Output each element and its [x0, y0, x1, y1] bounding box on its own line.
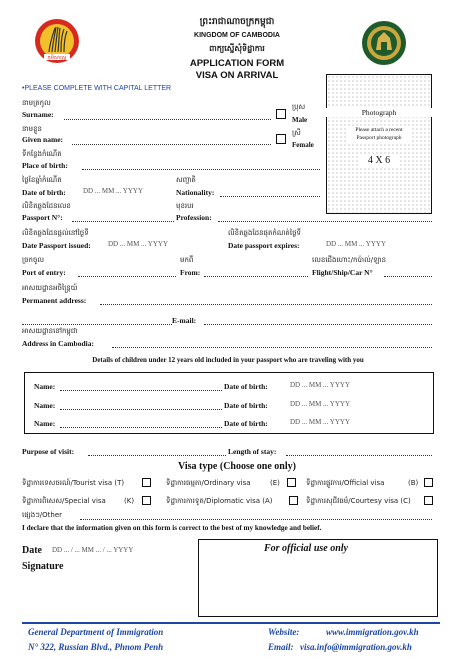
length-label: Length of stay: — [228, 447, 277, 456]
addr-khmer: អាសយដ្ឋាននៅកម្ពុជា — [22, 327, 78, 335]
entry-label: Port of entry: — [22, 268, 66, 277]
child-name-label: Name: — [34, 382, 56, 391]
footer-email-label: Email: — [268, 642, 294, 652]
nat-khmer: សញ្ជាតិ — [176, 176, 196, 184]
addr-field[interactable] — [112, 347, 432, 348]
visa-title: Visa type (Choose one only) — [178, 461, 296, 472]
from-khmer: មកពី — [180, 256, 194, 264]
given-field[interactable] — [72, 144, 271, 145]
date-label: Date — [22, 545, 42, 556]
visa-official-code: (B) — [408, 479, 419, 487]
perm-khmer: អាសយដ្ឋានអចិន្ត្រៃយ៍ — [22, 284, 78, 292]
entry-field[interactable] — [78, 276, 176, 277]
male-khmer: ប្រុស — [292, 103, 306, 111]
expires-field[interactable]: DD ... MM ... YYYY — [326, 240, 387, 248]
footer-rule — [22, 622, 440, 624]
prof-khmer: មុខរបរ — [176, 202, 194, 210]
passport-field[interactable] — [72, 221, 174, 222]
given-khmer: នាមខ្លួន — [22, 125, 42, 133]
form-khmer: ពាក្យស្នើសុំទិដ្ឋាការ — [209, 44, 265, 53]
child2-dob-field[interactable]: DD ... MM ... YYYY — [290, 400, 351, 408]
child-name-label: Name: — [34, 419, 56, 428]
signature-area[interactable] — [22, 576, 182, 612]
footer-web-label: Website: — [268, 627, 300, 637]
female-khmer: ស្រី — [292, 129, 301, 137]
visa-special-label: ទិដ្ឋាការពិសេស/Special visa — [22, 497, 106, 505]
photo-title: Photograph — [326, 108, 432, 117]
child-dob-label: Date of birth: — [224, 419, 268, 428]
visa-ordinary-label: ទិដ្ឋាការធម្មតា/Ordinary visa — [166, 479, 251, 487]
footer-web[interactable]: www.immigration.gov.kh — [326, 627, 419, 637]
child2-name-field[interactable] — [60, 409, 222, 410]
male-checkbox[interactable] — [276, 109, 286, 119]
child3-name-field[interactable] — [60, 427, 222, 428]
footer-email[interactable]: visa.info@immigration.gov.kh — [300, 642, 412, 652]
dob-label: Date of birth: — [22, 188, 66, 197]
visa-official-label: ទិដ្ឋាការផ្លូវការ/Official visa — [306, 479, 385, 487]
purpose-label: Purpose of visit: — [22, 447, 75, 456]
form-subtitle: VISA ON ARRIVAL — [195, 70, 279, 81]
perm-label: Permanent address: — [22, 296, 87, 305]
visa-official-checkbox[interactable] — [424, 478, 433, 487]
issued-khmer: លិខិតឆ្លងដែនផ្តល់នៅថ្ងៃទី — [22, 229, 89, 237]
visa-ordinary-checkbox[interactable] — [287, 478, 296, 487]
dob-field[interactable]: DD ... MM ... YYYY — [83, 187, 144, 195]
visa-diplomatic-checkbox[interactable] — [289, 496, 298, 505]
visa-courtesy-checkbox[interactable] — [424, 496, 433, 505]
official-title: For official use only — [264, 543, 348, 554]
visa-other-label: ផ្សេងៗ/Other — [22, 511, 63, 519]
female-label: Female — [292, 141, 314, 149]
issued-label: Date Passport issued: — [22, 241, 91, 250]
male-label: Male — [292, 116, 308, 124]
perm-field-line2[interactable] — [22, 324, 172, 325]
expires-khmer: លិខិតឆ្លងដែនផុតកំណត់ថ្ងៃទី — [228, 229, 301, 237]
entry-khmer: ច្រកចូល — [22, 256, 45, 264]
capital-notice: •PLEASE COMPLETE WITH CAPITAL LETTER — [22, 85, 172, 92]
from-label: From: — [180, 268, 201, 277]
addr-label: Address in Cambodia: — [22, 339, 94, 348]
signature-label: Signature — [22, 561, 64, 572]
children-title: Details of children under 12 years old included in your passport who are traveling with you — [92, 356, 364, 364]
email-field[interactable] — [204, 324, 432, 325]
visa-other-field[interactable] — [80, 519, 432, 520]
visa-courtesy-label: ទិដ្ឋាការសុជីវធម៌/Courtesy visa (C) — [306, 497, 411, 505]
surname-field[interactable] — [64, 119, 271, 120]
kingdom-title: KINGDOM OF CAMBODIA — [194, 32, 280, 39]
passport-label: Passport N°: — [22, 213, 63, 222]
photo-box[interactable] — [326, 74, 432, 214]
photo-size: 4 X 6 — [360, 155, 398, 166]
from-field[interactable] — [204, 276, 308, 277]
visa-tourist-label: ទិដ្ឋាការទេសចរណ៍/Tourist visa (T) — [22, 479, 125, 487]
photo-note: Please attach a recent Passport photograph — [348, 126, 410, 142]
pob-label: Place of birth: — [22, 161, 68, 170]
expires-label: Date passport expires: — [228, 241, 300, 250]
purpose-field[interactable] — [88, 455, 226, 456]
passport-khmer: លិខិតឆ្លងដែនលេខ — [22, 202, 71, 210]
child3-dob-field[interactable]: DD ... MM ... YYYY — [290, 418, 351, 426]
female-checkbox[interactable] — [276, 134, 286, 144]
pob-khmer: ទីកន្លែងកំណើត — [22, 150, 62, 158]
nat-field[interactable] — [220, 196, 320, 197]
prof-label: Profession: — [176, 213, 212, 222]
flight-label: Flight/Ship/Car N° — [312, 268, 373, 277]
perm-field[interactable] — [100, 304, 432, 305]
footer-address: N° 322, Russian Blvd., Phnom Penh — [28, 642, 164, 652]
child1-dob-field[interactable]: DD ... MM ... YYYY — [290, 381, 351, 389]
issued-field[interactable]: DD ... MM ... YYYY — [108, 240, 169, 248]
flight-field[interactable] — [384, 276, 432, 277]
kingdom-khmer: ព្រះរាជាណាចក្រកម្ពុជា — [199, 17, 275, 27]
visa-diplomatic-label: ទិដ្ឋាការការទូត/Diplomatic visa (A) — [166, 497, 273, 505]
sign-date-field[interactable]: DD ... / ... MM ... / ... YYYY — [52, 546, 134, 554]
visa-ordinary-code: (E) — [270, 479, 280, 487]
emblem-label: ភូមិសាស្ត្រ — [47, 55, 67, 61]
visa-special-checkbox[interactable] — [142, 496, 151, 505]
given-label: Given name: — [22, 135, 64, 144]
email-label: E-mail: — [172, 316, 197, 325]
child-dob-label: Date of birth: — [224, 401, 268, 410]
dob-khmer: ថ្ងៃខែឆ្នាំកំណើត — [22, 176, 62, 184]
surname-khmer: នាមត្រកូល — [22, 99, 51, 107]
footer-dept: General Department of Immigration — [28, 627, 164, 637]
pob-field[interactable] — [82, 169, 320, 170]
visa-special-code: (K) — [124, 497, 135, 505]
flight-khmer: លេខជើងហោះ/កប៉ាល់/ឡាន — [312, 256, 387, 264]
form-title: APPLICATION FORM — [189, 58, 285, 69]
child1-name-field[interactable] — [60, 390, 222, 391]
gdi-seal — [361, 20, 407, 66]
prof-field[interactable] — [218, 221, 432, 222]
visa-tourist-checkbox[interactable] — [142, 478, 151, 487]
surname-label: Surname: — [22, 110, 54, 119]
length-field[interactable] — [286, 455, 432, 456]
nat-label: Nationality: — [176, 188, 215, 197]
declaration: I declare that the information given on this form is correct to the best of my knowledge and belief. — [22, 524, 322, 532]
child-dob-label: Date of birth: — [224, 382, 268, 391]
child-name-label: Name: — [34, 401, 56, 410]
